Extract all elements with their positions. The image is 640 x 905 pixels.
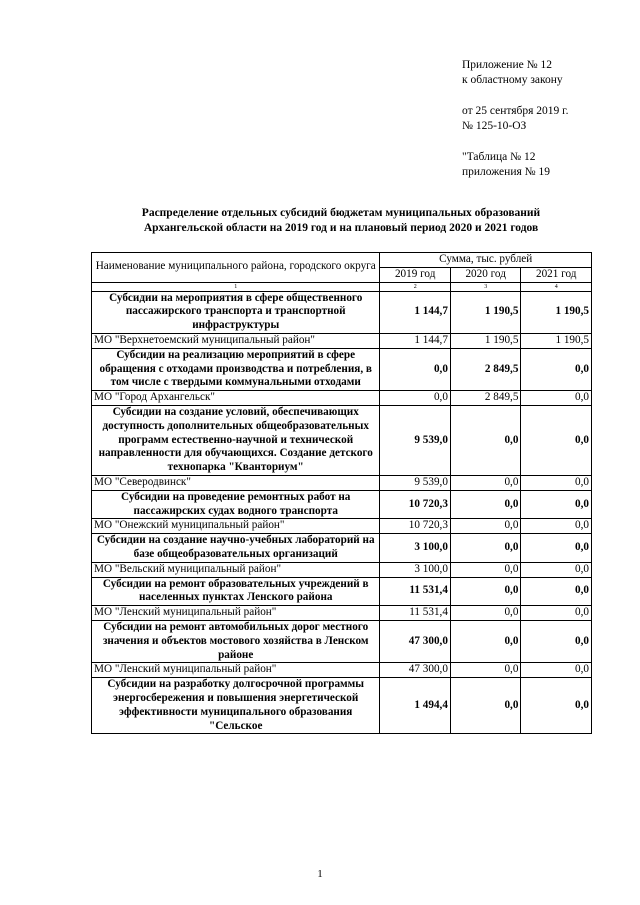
title-line: Распределение отдельных субсидий бюджетам муниципальных образований — [141, 207, 541, 219]
col-index: 4 — [521, 282, 592, 291]
row-value: 47 300,0 — [380, 663, 451, 678]
row-value: 0,0 — [450, 534, 521, 563]
municipality-row — [92, 333, 592, 348]
col-header-sum: Сумма, тыс. рублей — [380, 253, 592, 268]
row-name: МО "Вельский муниципальный район" — [92, 562, 380, 577]
row-value: 0,0 — [521, 663, 592, 678]
annex-line: № 125-10-ОЗ — [462, 120, 527, 132]
row-value: 1 144,7 — [380, 333, 451, 348]
row-name: Субсидии на проведение ремонтных работ на пассажирских судах водного транспорта — [92, 490, 380, 519]
row-value: 10 720,3 — [380, 490, 451, 519]
row-value: 0,0 — [450, 663, 521, 678]
row-value: 0,0 — [450, 678, 521, 734]
subsidy-row — [92, 678, 592, 734]
row-value: 0,0 — [521, 519, 592, 534]
row-value: 0,0 — [450, 562, 521, 577]
row-value: 0,0 — [521, 606, 592, 621]
title-line: Архангельской области на 2019 год и на плановый период 2020 и 2021 годов — [143, 222, 539, 234]
row-value: 0,0 — [450, 475, 521, 490]
row-value: 0,0 — [521, 391, 592, 406]
annex-line: от 25 сентября 2019 г. — [462, 105, 569, 117]
row-value: 0,0 — [450, 577, 521, 606]
document-title — [92, 206, 590, 236]
row-name: МО "Ленский муниципальный район" — [92, 606, 380, 621]
subsidy-row — [92, 534, 592, 563]
subsidy-row — [92, 348, 592, 390]
row-name: Субсидии на создание научно-учебных лабораторий на базе общеобразовательных организаций — [92, 534, 380, 563]
col-index: 1 — [92, 282, 380, 291]
row-name: МО "Северодвинск" — [92, 475, 380, 490]
annex-line: приложения № 19 — [462, 166, 550, 178]
row-value: 0,0 — [450, 405, 521, 475]
row-value: 0,0 — [450, 606, 521, 621]
page-number: 1 — [317, 868, 323, 880]
row-value: 10 720,3 — [380, 519, 451, 534]
subsidy-row — [92, 577, 592, 606]
annex-line: Приложение № 12 — [462, 59, 552, 71]
row-value: 1 190,5 — [450, 333, 521, 348]
subsidy-row — [92, 620, 592, 662]
row-name: МО "Ленский муниципальный район" — [92, 663, 380, 678]
row-value: 0,0 — [521, 490, 592, 519]
row-name: Субсидии на ремонт автомобильных дорог местного значения и объектов мостового хозяйства в Ленском районе — [92, 620, 380, 662]
annex-header — [462, 58, 632, 180]
row-value: 11 531,4 — [380, 577, 451, 606]
municipality-row — [92, 475, 592, 490]
subsidy-row — [92, 291, 592, 333]
row-value: 2 849,5 — [450, 391, 521, 406]
municipality-row — [92, 391, 592, 406]
row-value: 0,0 — [521, 475, 592, 490]
municipality-row — [92, 519, 592, 534]
row-value: 3 100,0 — [380, 562, 451, 577]
col-header-year: 2021 год — [521, 267, 592, 282]
row-value: 1 494,4 — [380, 678, 451, 734]
row-name: МО "Город Архангельск" — [92, 391, 380, 406]
subsidy-row — [92, 490, 592, 519]
col-header-year: 2019 год — [380, 267, 451, 282]
subsidy-row — [92, 405, 592, 475]
row-value: 0,0 — [521, 348, 592, 390]
row-value: 0,0 — [521, 405, 592, 475]
municipality-row — [92, 562, 592, 577]
row-value: 0,0 — [380, 348, 451, 390]
municipality-row — [92, 606, 592, 621]
row-name: Субсидии на разработку долгосрочной программы энергосбережения и повышения энергетической эффективности муниципального образования "Сельское — [92, 678, 380, 734]
row-value: 1 144,7 — [380, 291, 451, 333]
row-value: 0,0 — [521, 678, 592, 734]
col-header-year: 2020 год — [450, 267, 521, 282]
row-name: Субсидии на мероприятия в сфере общественного пассажирского транспорта и транспортной инфраструктуры — [92, 291, 380, 333]
row-name: МО "Онежский муниципальный район" — [92, 519, 380, 534]
row-value: 11 531,4 — [380, 606, 451, 621]
row-value: 1 190,5 — [450, 291, 521, 333]
row-name: МО "Верхнетоемский муниципальный район" — [92, 333, 380, 348]
annex-line: к областному закону — [462, 74, 563, 86]
row-value: 2 849,5 — [450, 348, 521, 390]
row-value: 1 190,5 — [521, 291, 592, 333]
row-value: 1 190,5 — [521, 333, 592, 348]
row-value: 47 300,0 — [380, 620, 451, 662]
col-header-name: Наименование муниципального района, городского округа — [92, 253, 380, 283]
row-value: 9 539,0 — [380, 405, 451, 475]
municipality-row — [92, 663, 592, 678]
subsidy-table — [91, 252, 592, 734]
row-value: 9 539,0 — [380, 475, 451, 490]
row-value: 0,0 — [380, 391, 451, 406]
row-value: 0,0 — [521, 577, 592, 606]
row-value: 0,0 — [450, 490, 521, 519]
row-value: 3 100,0 — [380, 534, 451, 563]
row-value: 0,0 — [450, 620, 521, 662]
row-value: 0,0 — [521, 620, 592, 662]
row-name: Субсидии на создание условий, обеспечивающих доступность дополнительных общеобразовательных программ естественно-научной и технической направленности для обучающихся. Создание детского технопарка "Кванториум" — [92, 405, 380, 475]
col-index: 2 — [380, 282, 451, 291]
row-name: Субсидии на ремонт образовательных учреждений в населенных пунктах Ленского района — [92, 577, 380, 606]
row-value: 0,0 — [450, 519, 521, 534]
row-value: 0,0 — [521, 534, 592, 563]
col-index: 3 — [450, 282, 521, 291]
row-name: Субсидии на реализацию мероприятий в сфере обращения с отходами производства и потребления, в том числе с твердыми коммунальными отходами — [92, 348, 380, 390]
row-value: 0,0 — [521, 562, 592, 577]
annex-line: "Таблица № 12 — [462, 151, 536, 163]
